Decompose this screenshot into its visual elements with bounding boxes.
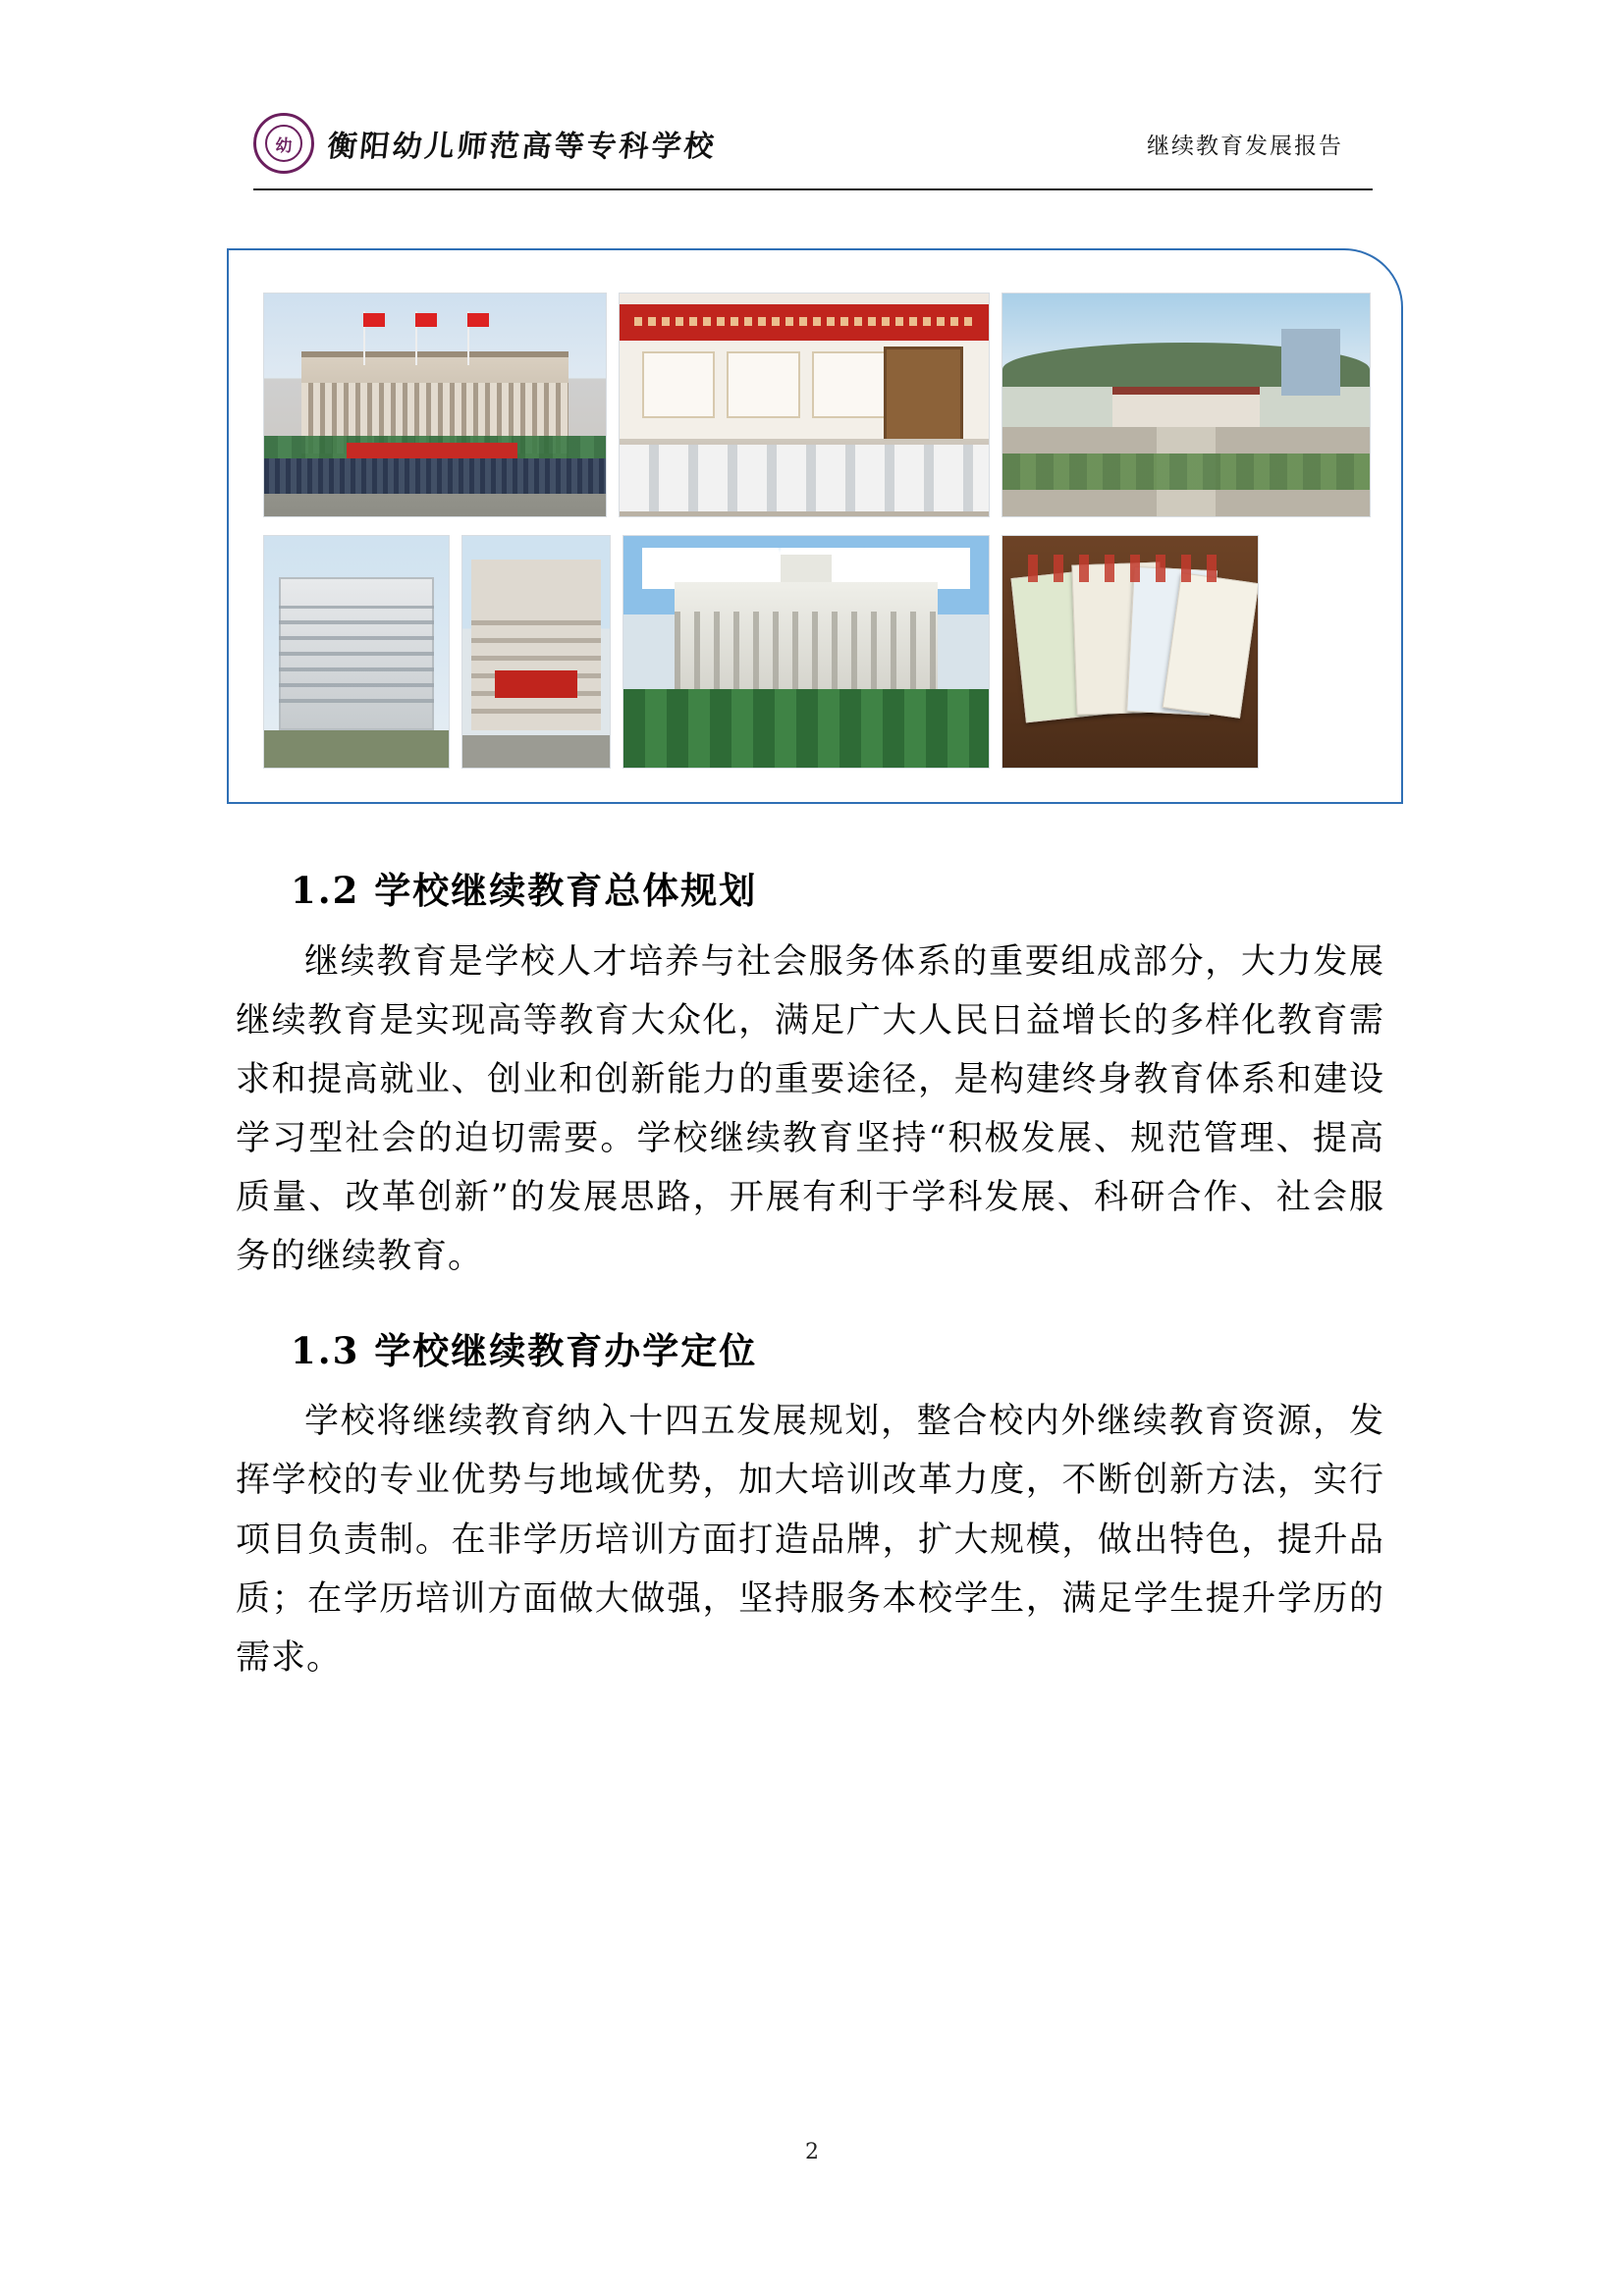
document-content — [236, 864, 1394, 1687]
section-heading-1-3: 1.3 学校继续教育办学定位 — [291, 1328, 758, 1372]
section-paragraph-1-2: 继续教育是学校人才培养与社会服务体系的重要组成部分，大力发展继续教育是实现高等教育大众化，满足广大人民日益增长的多样化教育需求和提高就业、创业和创新能力的重要途径，是构建终身教育体系和建设学习型社会的迫切需要。学校继续教育坚持“积极发展、规范管理、提高质量、改革创新”的发展思路，开展有利于学科发展、科研合作、社会服务的继续教育。 — [236, 941, 1384, 1277]
page-header — [253, 106, 1373, 190]
page-number: 2 — [805, 2140, 819, 2164]
photo-campus-gate — [1001, 293, 1371, 517]
section-heading-1-2: 1.2 学校继续教育总体规划 — [291, 869, 758, 912]
photo-teaching-building — [623, 535, 990, 769]
photo-brochures — [1001, 535, 1259, 769]
school-name: 衡阳幼儿师范高等专科学校 — [325, 130, 719, 164]
school-seal-icon — [253, 113, 314, 174]
gallery-row-bottom — [263, 535, 1371, 769]
gallery-row-top — [263, 293, 1371, 517]
photo-white-building — [263, 535, 450, 769]
gallery — [263, 293, 1371, 769]
report-title: 继续教育发展报告 — [1147, 133, 1343, 159]
photo-meeting-room — [619, 293, 990, 517]
photo-building-sign — [461, 535, 611, 769]
gallery-frame — [227, 248, 1403, 804]
photo-main-building — [263, 293, 607, 517]
section-paragraph-1-3: 学校将继续教育纳入十四五发展规划，整合校内外继续教育资源，发挥学校的专业优势与地域优势，加大培训改革力度，不断创新方法，实行项目负责制。在非学历培训方面打造品牌，扩大规模，做出特色，提升品质；在学历培训方面做大做强，坚持服务本校学生，满足学生提升学历的需求。 — [236, 1402, 1384, 1678]
seal-character: 幼 — [275, 135, 293, 156]
